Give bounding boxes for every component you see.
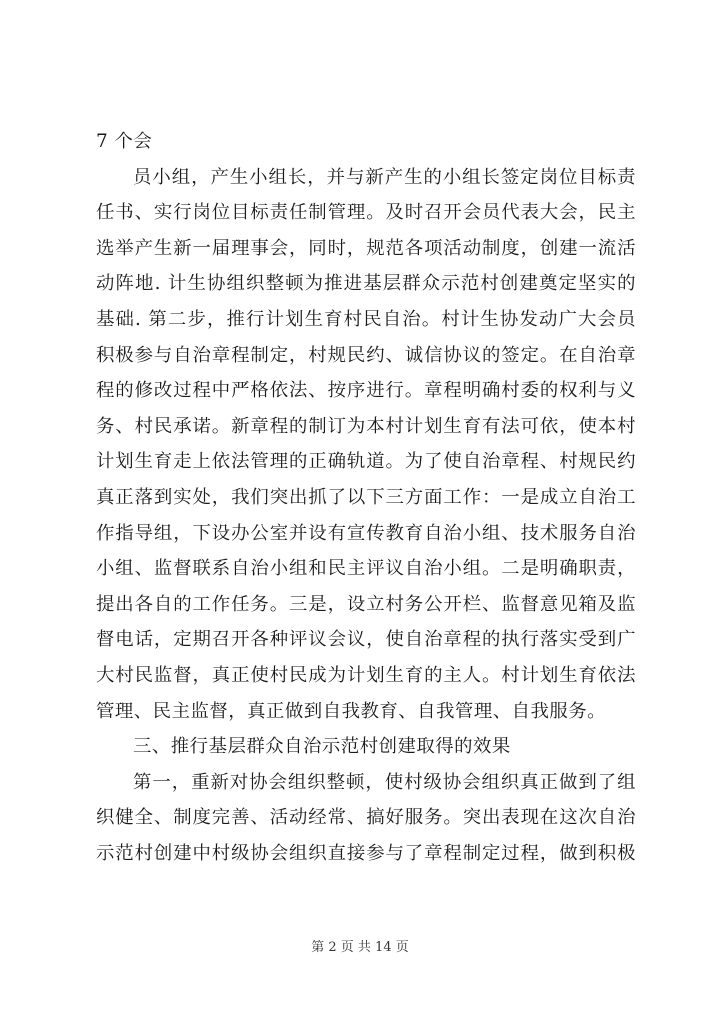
text-line: 示范村创建中村级协会组织直接参与了章程制定过程，做到积极	[96, 842, 636, 864]
section-heading: 三、推行基层群众自治示范村创建取得的效果	[133, 736, 511, 758]
text-line: 员小组，产生小组长，并与新产生的小组长签定岗位目标责	[133, 166, 636, 188]
page-number-label: 第 2 页 共 14 页	[311, 940, 409, 955]
text-line: 基础. 第二步，推行计划生育村民自治。村计生协发动广大会员	[96, 308, 636, 330]
page-footer	[0, 936, 720, 955]
text-line: 程的修改过程中严格依法、按序进行。章程明确村委的权利与义	[96, 380, 636, 402]
text-line: 真正落到实处，我们突出抓了以下三方面工作：一是成立自治工	[96, 486, 636, 508]
text-line: 动阵地. 计生协组织整顿为推进基层群众示范村创建奠定坚实的	[96, 273, 636, 295]
text-line: 计划生育走上依法管理的正确轨道。为了使自治章程、村规民约	[96, 451, 636, 473]
text-line: 作指导组，下设办公室并设有宣传教育自治小组、技术服务自治	[96, 522, 636, 544]
text-line: 织健全、制度完善、活动经常、搞好服务。突出表现在这次自治	[96, 807, 636, 829]
text-line: 第一，重新对协会组织整顿，使村级协会组织真正做到了组	[133, 771, 636, 793]
text-line: 选举产生新一届理事会，同时，规范各项活动制度，创建一流活	[96, 237, 636, 259]
document-body	[96, 124, 636, 871]
text-line: 小组、监督联系自治小组和民主评议自治小组。二是明确职责，	[96, 558, 636, 580]
text-line: 提出各自的工作任务。三是，设立村务公开栏、监督意见箱及监	[96, 593, 636, 615]
text-line: 7 个会	[96, 131, 153, 152]
text-line: 务、村民承诺。新章程的制订为本村计划生育有法可依，使本村	[96, 415, 636, 437]
text-line: 任书、实行岗位目标责任制管理。及时召开会员代表大会，民主	[96, 202, 636, 224]
text-line: 积极参与自治章程制定，村规民约、诚信协议的签定。在自治章	[96, 344, 636, 366]
text-line: 督电话，定期召开各种评议会议，使自治章程的执行落实受到广	[96, 629, 636, 651]
text-line: 管理、民主监督，真正做到自我教育、自我管理、自我服务。	[96, 700, 607, 722]
text-line: 大村民监督，真正使村民成为计划生育的主人。村计划生育依法	[96, 664, 636, 686]
